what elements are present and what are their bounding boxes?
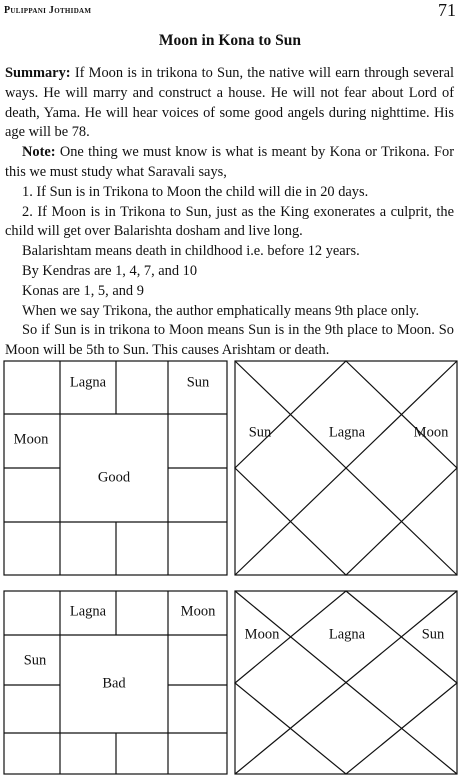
note-paragraph [5,143,454,183]
bad-square-chart [4,591,227,774]
bad-square-sun: Sun [23,652,47,669]
section-title: Moon in Kona to Sun [158,32,302,49]
bad-square-center: Bad [102,675,126,692]
bad-diamond-chart [235,591,457,774]
konas-line: Konas are 1, 5, and 9 [22,282,144,299]
good-diamond-grid [235,361,457,575]
good-square-lagna: Lagna [69,374,107,391]
body-text [5,64,454,361]
bad-diamond-grid [235,591,457,774]
point-1: 1. If Sun is in Trikona to Moon the child will die in 20 days. [22,183,369,200]
running-head: Pulippani Jothidam [4,5,92,16]
bad-diamond-moon: Moon [244,626,280,643]
arishtam-line: So if Sun is in trikona to Moon means Sun is in the 9th place to Moon. So Moon will be 5th to Sun. This causes Arishtam or death. [5,322,454,359]
note-text: One thing we must know is what is meant by Kona or Trikona. For this we must study what Saravali says, [5,144,454,180]
good-diamond-moon: Moon [413,424,449,441]
good-square-moon: Moon [13,431,49,448]
summary-paragraph [5,64,454,143]
bad-diamond-lagna: Lagna [328,626,366,643]
page-header [4,0,456,22]
summary-text: If Moon is in trikona to Sun, the native will earn through several ways. He will marry and construct a house. He will not fear about Lord of death, Yama. He will hear voices of some good angels during nighttime. His age will be 78. [5,65,454,141]
bad-square-lagna: Lagna [69,603,107,620]
bad-diamond-sun: Sun [421,626,445,643]
bad-square-moon: Moon [180,603,216,620]
trikona-line: When we say Trikona, the author emphatically means 9th place only. [22,302,420,319]
kendras-line: By Kendras are 1, 4, 7, and 10 [22,262,198,279]
good-diamond-chart [235,361,457,575]
page-number: 71 [438,0,456,20]
good-square-grid [4,361,227,575]
summary-label: Summary: [5,65,71,81]
good-square-center: Good [97,469,131,486]
balarishtam-line: Balarishtam means death in childhood i.e. before 12 years. [22,243,360,260]
good-diamond-lagna: Lagna [328,424,366,441]
point-2: 2. If Moon is in Trikona to Sun, just as the King exonerates a culprit, the child will get over Balarishta dosham and live long. [5,203,454,240]
note-label: Note: [22,144,56,161]
good-diamond-sun: Sun [248,424,272,441]
good-square-chart [4,361,227,575]
good-square-sun: Sun [186,374,210,391]
